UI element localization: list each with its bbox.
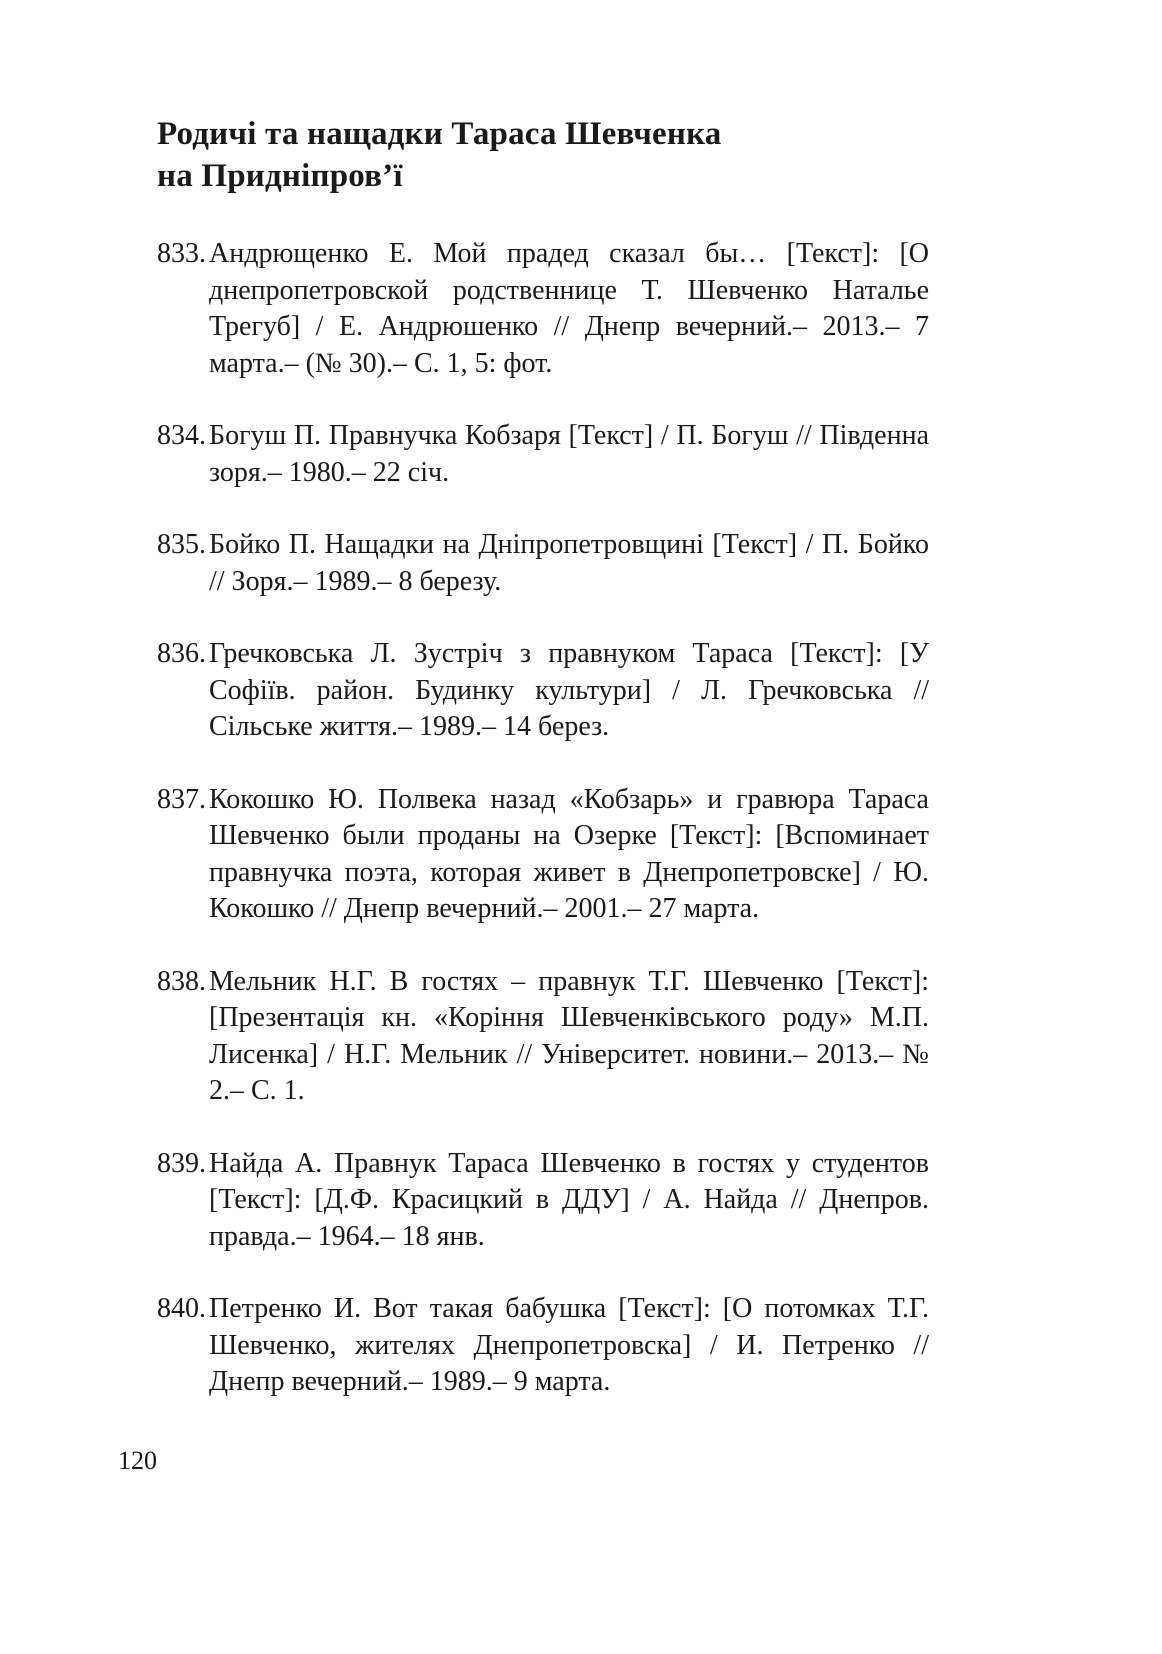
bibliography-entry [157, 964, 929, 1110]
entry-number: 834. [157, 420, 206, 451]
entry-number: 835. [157, 529, 206, 560]
entry-text: Гречковська Л. Зустріч з правнуком Тараса [Текст]: [У Софіїв. район. Будинку культури] / Л. Гречковська // Сільське життя.– 1989.– 14 берез. [209, 638, 929, 742]
section-title [157, 113, 957, 197]
page-number: 120 [118, 1446, 157, 1475]
bibliography-entry [157, 527, 929, 600]
entry-number: 840. [157, 1293, 206, 1324]
entry-number: 837. [157, 783, 206, 815]
entry-text: Петренко И. Вот такая бабушка [Текст]: [О потомках Т.Г. Шевченко, жителях Днепропетровска] / И. Петренко // Днепр вечерний.– 1989.– 9 марта. [209, 1293, 929, 1397]
bibliography-entry [157, 636, 929, 746]
entry-number: 838. [157, 965, 206, 997]
entry-number: 839. [157, 1147, 206, 1179]
bibliography-list [157, 236, 929, 1401]
entry-text: Мельник Н.Г. В гостях – правнук Т.Г. Шевченко [Текст]: [Презентація кн. «Коріння Шевченківського роду» М.П. Лисенка] / Н.Г. Мельник // Університет. новини.– 2013.– № 2.– С. 1. [209, 965, 929, 1106]
entry-text: Найда А. Правнук Тараса Шевченко в гостях у студентов [Текст]: [Д.Ф. Красицкий в ДДУ] / А. Найда // Днепров. правда.– 1964.– 18 янв. [209, 1147, 929, 1252]
entry-text: Андрющенко Е. Мой прадед сказал бы… [Текст]: [О днепропетровской родственнице Т. Шевченко Наталье Трегуб] / Е. Андрюшенко // Днепр вечерний.– 2013.– 7 марта.– (№ 30).– С. 1, 5: фот. [209, 238, 929, 379]
entry-number: 836. [157, 638, 206, 669]
entry-number: 833. [157, 238, 206, 269]
section-title-line-2: на Придніпров’ї [157, 158, 403, 194]
bibliography-entry [157, 1146, 929, 1256]
entry-text: Богуш П. Правнучка Кобзаря [Текст] / П. Богуш // Південна зоря.– 1980.– 22 січ. [209, 420, 929, 488]
bibliography-entry [157, 236, 929, 382]
entry-text: Кокошко Ю. Полвека назад «Кобзарь» и гравюра Тараса Шевченко были проданы на Озерке [Текст]: [Вспоминает правнучка поэта, которая живет в Днепропетровске] / Ю. Кокошко // Днепр вечерний.– 2001.– 27 марта. [209, 783, 929, 924]
section-title-line-1: Родичі та нащадки Тараса Шевченка [157, 116, 722, 152]
bibliography-entry [157, 418, 929, 491]
bibliography-entry [157, 782, 929, 928]
bibliography-entry [157, 1291, 929, 1401]
entry-text: Бойко П. Нащадки на Дніпропетровщині [Текст] / П. Бойко // Зоря.– 1989.– 8 березу. [209, 529, 929, 597]
